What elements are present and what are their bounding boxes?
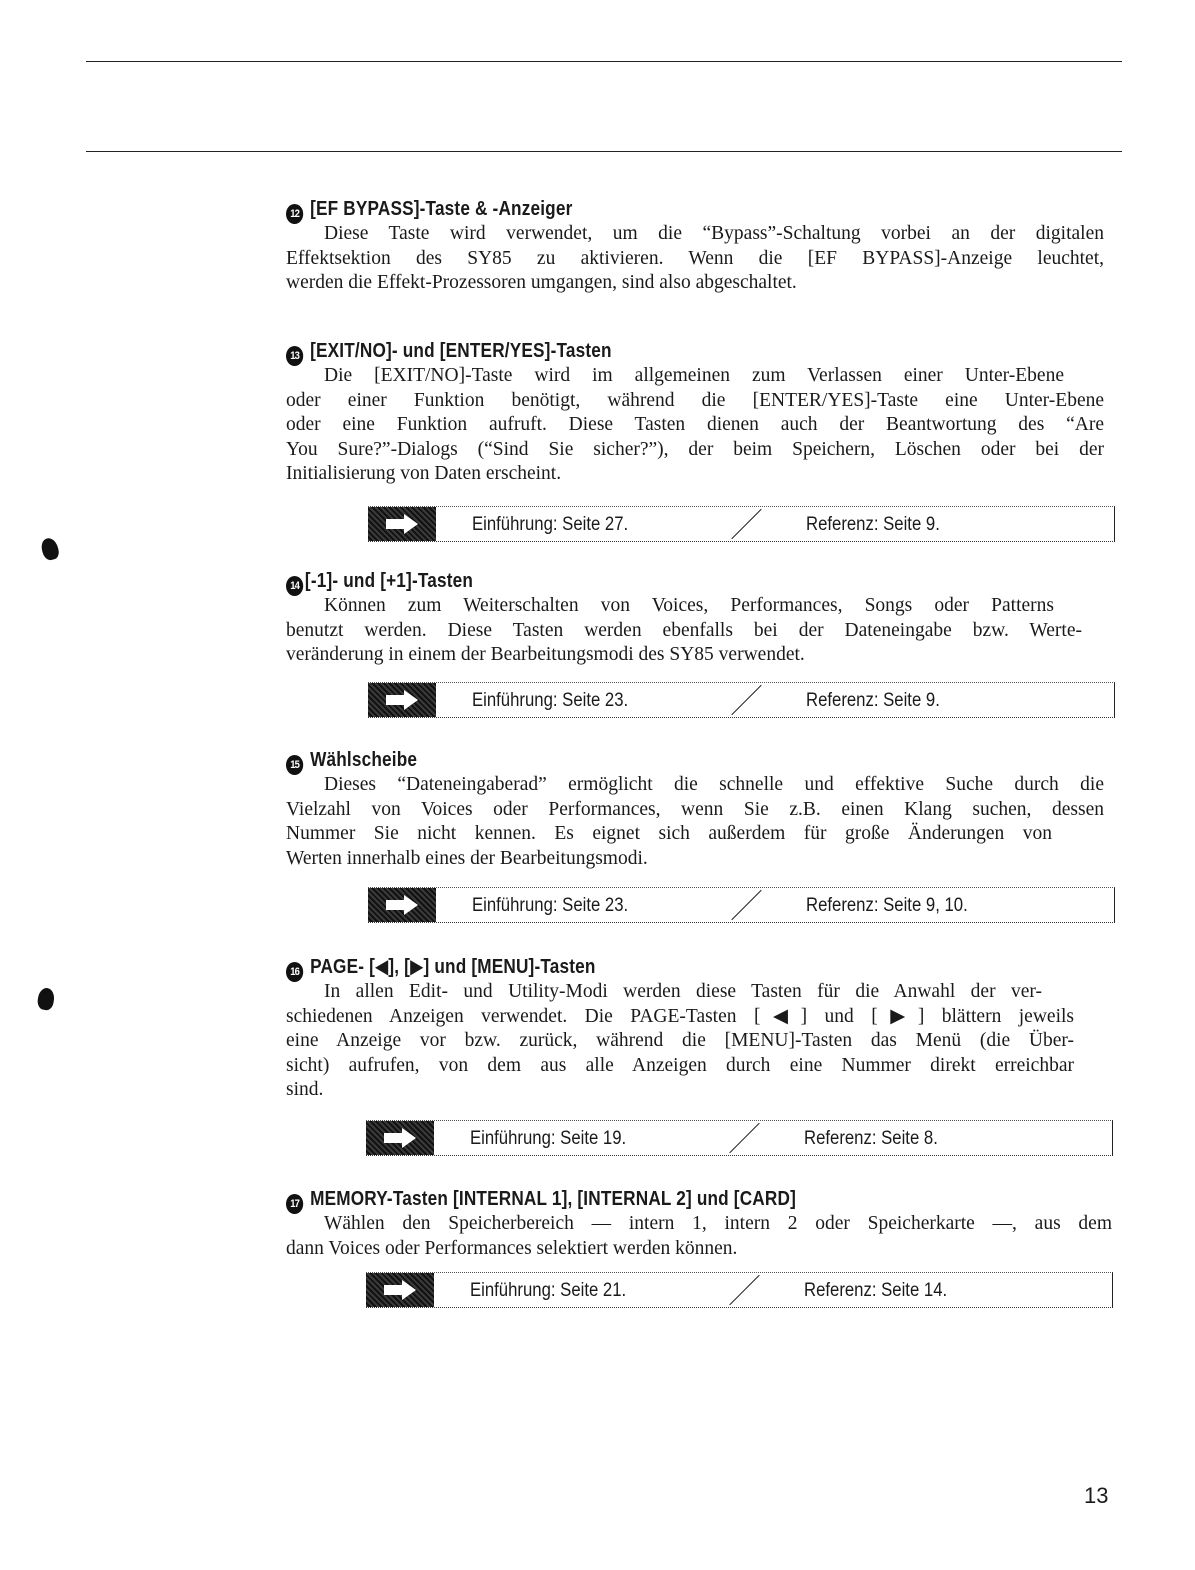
section-heading: [286, 1186, 1000, 1212]
header-rule-second: [86, 151, 1122, 152]
section-body: [286, 364, 1104, 487]
section-heading: [286, 196, 1000, 222]
reference-box: [368, 682, 1115, 718]
body-line: Können zum Weiterschalten von Voices, Performances, Songs oder Patterns: [324, 595, 1054, 616]
section-number-badge: 15: [286, 755, 303, 775]
section-17: [286, 1186, 1116, 1261]
body-line: dann Voices oder Performances selektiert werden können.: [286, 1237, 738, 1259]
arrow-right-icon: [366, 1273, 434, 1307]
reference-page: Referenz: Seite 9.: [806, 514, 940, 535]
section-body: [286, 980, 1074, 1103]
intro-reference: Einführung: Seite 23.: [472, 690, 629, 711]
section-number-badge: 14: [286, 576, 303, 596]
section-number-badge: 16: [286, 962, 303, 982]
body-line: Dieses “Dateneingaberad” ermöglicht die schnelle und effektive Suche durch die: [324, 774, 1104, 795]
page-number: 13: [1084, 1483, 1109, 1508]
arrow-right-icon: [366, 1121, 434, 1155]
reference-page: Referenz: Seite 9, 10.: [806, 895, 968, 916]
reference-separator: [729, 1275, 759, 1305]
section-body: [286, 1212, 1112, 1261]
body-line: Initialisierung von Daten erscheint.: [286, 463, 562, 485]
body-line: Effektsektion des SY85 zu aktivieren. Wenn die [EF BYPASS]-Anzeige leuchtet,: [286, 247, 1104, 269]
reference-page: Referenz: Seite 8.: [804, 1128, 938, 1149]
body-line: oder eine Funktion aufruft. Diese Tasten dienen auch der Beantwortung des “Are: [286, 414, 1104, 436]
arrow-right-icon: [368, 507, 436, 541]
section-title: [EF BYPASS]-Taste & -Anzeiger: [310, 198, 573, 220]
section-heading: [286, 338, 1000, 364]
body-line: Vielzahl von Voices oder Performances, wenn Sie z.B. einen Klang suchen, dessen: [286, 798, 1104, 820]
section-title: Wählscheibe: [310, 749, 418, 771]
section-title: PAGE- [◀], [▶] und [MENU]-Tasten: [310, 956, 596, 978]
body-line: benutzt werden. Diese Tasten werden ebenfalls bei der Dateneingabe bzw. Werte-: [286, 619, 1082, 641]
body-line: In allen Edit- und Utility-Modi werden diese Tasten für die Anwahl der ver-: [324, 981, 1042, 1002]
arrow-right-icon: [368, 888, 436, 922]
body-line: Werten innerhalb eines der Bearbeitungsmodi.: [286, 847, 648, 869]
intro-reference: Einführung: Seite 19.: [470, 1128, 627, 1149]
body-line: eine Anzeige vor bzw. zurück, während die [MENU]-Tasten das Menü (die Über-: [286, 1030, 1074, 1052]
section-13: [286, 338, 1116, 487]
section-number-badge: 13: [286, 346, 303, 366]
section-heading: [286, 568, 1000, 594]
section-number-badge: 17: [286, 1194, 303, 1214]
reference-page: Referenz: Seite 9.: [806, 690, 940, 711]
arrow-right-icon: [368, 683, 436, 717]
section-14: [286, 568, 1116, 668]
body-line: Die [EXIT/NO]-Taste wird im allgemeinen zum Verlassen einer Unter-Ebene: [324, 365, 1064, 386]
reference-box: [368, 506, 1115, 542]
reference-separator: [731, 685, 761, 715]
body-line: veränderung in einem der Bearbeitungsmodi des SY85 verwendet.: [286, 644, 805, 666]
intro-reference: Einführung: Seite 23.: [472, 895, 629, 916]
body-line: Diese Taste wird verwendet, um die “Bypass”-Schaltung vorbei an der digitalen: [324, 223, 1104, 244]
reference-box: [368, 887, 1115, 923]
section-12: [286, 196, 1116, 296]
body-line: Nummer Sie nicht kennen. Es eignet sich außerdem für große Änderungen von: [286, 823, 1052, 845]
reference-box: [366, 1120, 1113, 1156]
body-line: werden die Effekt-Prozessoren umgangen, sind also abgeschaltet.: [286, 272, 797, 294]
body-line: Wählen den Speicherbereich — intern 1, intern 2 oder Speicherkarte —, aus dem: [324, 1213, 1112, 1234]
section-title: [EXIT/NO]- und [ENTER/YES]-Tasten: [310, 340, 612, 362]
header-rule-top: [86, 61, 1122, 62]
section-heading: [286, 954, 1000, 980]
body-line: oder einer Funktion benötigt, während die [ENTER/YES]-Taste eine Unter-Ebene: [286, 389, 1104, 411]
binding-hole-mark: [39, 536, 60, 561]
section-title: MEMORY-Tasten [INTERNAL 1], [INTERNAL 2] und [CARD]: [310, 1188, 796, 1210]
body-line: schiedenen Anzeigen verwendet. Die PAGE-Tasten [◀] und [▶] blättern jeweils: [286, 1005, 1074, 1027]
reference-separator: [729, 1123, 759, 1153]
body-line: sicht) aufrufen, von dem aus alle Anzeigen durch eine Nummer direkt erreichbar: [286, 1054, 1074, 1076]
section-heading: [286, 747, 1000, 773]
reference-separator: [731, 890, 761, 920]
section-body: [286, 222, 1104, 296]
reference-box: [366, 1272, 1113, 1308]
section-title: [-1]- und [+1]-Tasten: [304, 570, 474, 592]
reference-separator: [731, 509, 761, 539]
section-number-badge: 12: [286, 204, 303, 224]
reference-page: Referenz: Seite 14.: [804, 1280, 948, 1301]
section-body: [286, 773, 1104, 871]
intro-reference: Einführung: Seite 27.: [472, 514, 629, 535]
body-line: You Sure?”-Dialogs (“Sind Sie sicher?”), der beim Speichern, Löschen oder bei der: [286, 438, 1104, 460]
section-body: [286, 594, 1082, 668]
body-line: sind.: [286, 1079, 324, 1101]
section-16: [286, 954, 1116, 1103]
intro-reference: Einführung: Seite 21.: [470, 1280, 627, 1301]
section-15: [286, 747, 1116, 871]
binding-hole-mark: [36, 987, 56, 1011]
